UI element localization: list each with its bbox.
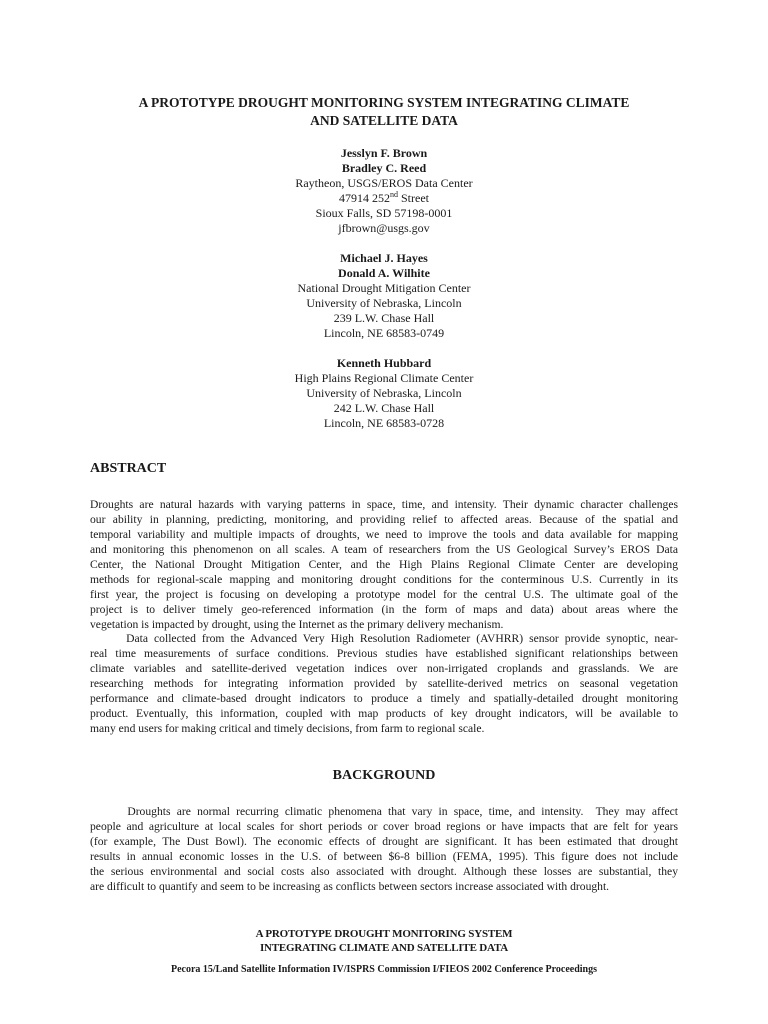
street-suffix: Street xyxy=(398,191,429,205)
paper-title xyxy=(0,94,768,130)
running-title-line-2: INTEGRATING CLIMATE AND SATELLITE DATA xyxy=(259,942,509,954)
running-title xyxy=(0,927,768,955)
address-street: 242 L.W. Chase Hall xyxy=(333,401,435,415)
author-name: Donald A. Wilhite xyxy=(338,266,430,280)
text-line: performance and climate-based drought indicators to produce a timely and spatially-detailed drought monitoring xyxy=(90,692,678,705)
text-line: our ability in planning, predicting, monitoring, and providing relief to affected areas. Because of the spatial and xyxy=(90,513,678,526)
text-line: (for example, The Dust Bowl). The economic effects of drought are significant. It has been estimated that drought xyxy=(90,835,678,848)
street-number: 47914 252 xyxy=(339,191,390,205)
abstract-paragraph-1 xyxy=(90,497,678,632)
title-line-1: A PROTOTYPE DROUGHT MONITORING SYSTEM INTEGRATING CLIMATE xyxy=(138,95,630,110)
text-line: people and agriculture at local scales for short periods or cover broad regions or have impacts that are felt for years xyxy=(90,820,678,833)
author-group-3 xyxy=(0,356,768,431)
author-group-1 xyxy=(0,146,768,236)
address-city: Lincoln, NE 68583-0749 xyxy=(323,326,445,340)
background-paragraph-1 xyxy=(90,804,678,894)
abstract-heading: ABSTRACT xyxy=(90,461,167,476)
text-line: project is to deliver timely geo-referenced information (in the form of maps and data) about areas where the xyxy=(90,603,678,616)
text-line: methods for regional-scale mapping and monitoring drought conditions for the conterminous U.S. Currently in its xyxy=(90,573,678,586)
text-line: climate variables and satellite-derived vegetation indices over non-irrigated croplands and grasslands. We are xyxy=(90,662,678,675)
text-line: and monitoring this phenomenon on all scales. A team of researchers from the US Geological Survey’s EROS Data xyxy=(90,543,678,556)
address-street xyxy=(0,191,768,206)
text-line: researching methods for integrating information provided by satellite-derived metrics on seasonal vegetation xyxy=(90,677,678,690)
affiliation-line: National Drought Mitigation Center xyxy=(297,281,471,295)
affiliation-line: Raytheon, USGS/EROS Data Center xyxy=(295,176,473,190)
text-line: real time measurements of surface conditions. Previous studies have established significant relationships between xyxy=(90,647,678,660)
author-group-2 xyxy=(0,251,768,341)
affiliation-line: University of Nebraska, Lincoln xyxy=(306,296,462,310)
text-line: first year, the project is focusing on developing a prototype model for the central U.S. The ultimate goal of the xyxy=(90,588,678,601)
abstract-paragraph-2 xyxy=(90,631,678,736)
affiliation-line: High Plains Regional Climate Center xyxy=(294,371,474,385)
text-line: Droughts are natural hazards with varying patterns in space, time, and intensity. Their dynamic character challenges xyxy=(90,498,678,511)
text-line: product. Eventually, this information, coupled with map products of key drought indicators, will be available to xyxy=(90,707,678,720)
street-ordinal: nd xyxy=(390,190,398,199)
author-block xyxy=(0,146,768,446)
text-line: the serious environmental and social costs also associated with drought. Although these losses are substantial, they xyxy=(90,865,678,878)
address-city: Lincoln, NE 68583-0728 xyxy=(323,416,445,430)
text-line: temporal variability and multiple impacts of droughts, we need to improve the tools and data available for mapping xyxy=(90,528,678,541)
author-email: jfbrown@usgs.gov xyxy=(338,221,430,235)
title-line-2: AND SATELLITE DATA xyxy=(310,113,458,128)
proceedings-footer: Pecora 15/Land Satellite Information IV/ISPRS Commission I/FIEOS 2002 Conference Proceedings xyxy=(170,964,597,975)
text-line: are difficult to quantify and seem to be increasing as conflicts between sectors increase associated with drought. xyxy=(90,880,610,893)
text-line: Droughts are normal recurring climatic phenomena that vary in space, time, and intensity. They may affect xyxy=(90,805,678,818)
text-line: results in annual economic losses in the U.S. of between $6-8 billion (FEMA, 1995). This figure does not include xyxy=(90,850,678,863)
address-city: Sioux Falls, SD 57198-0001 xyxy=(315,206,453,220)
author-name: Kenneth Hubbard xyxy=(336,356,432,370)
address-street: 239 L.W. Chase Hall xyxy=(333,311,435,325)
background-heading: BACKGROUND xyxy=(332,768,436,783)
running-title-line-1: A PROTOTYPE DROUGHT MONITORING SYSTEM xyxy=(255,928,513,940)
text-line: Center, the National Drought Mitigation Center, and the High Plains Regional Climate Center are developing xyxy=(90,558,678,571)
author-name: Michael J. Hayes xyxy=(340,251,428,265)
text-line: vegetation is impacted by drought, using the Internet as the primary delivery mechanism. xyxy=(90,618,504,631)
author-name: Jesslyn F. Brown xyxy=(340,146,428,160)
text-line: Data collected from the Advanced Very High Resolution Radiometer (AVHRR) sensor provide synoptic, near- xyxy=(90,632,678,645)
author-name: Bradley C. Reed xyxy=(341,161,427,175)
text-line: many end users for making critical and timely decisions, from farm to regional scale. xyxy=(90,722,485,735)
affiliation-line: University of Nebraska, Lincoln xyxy=(306,386,462,400)
